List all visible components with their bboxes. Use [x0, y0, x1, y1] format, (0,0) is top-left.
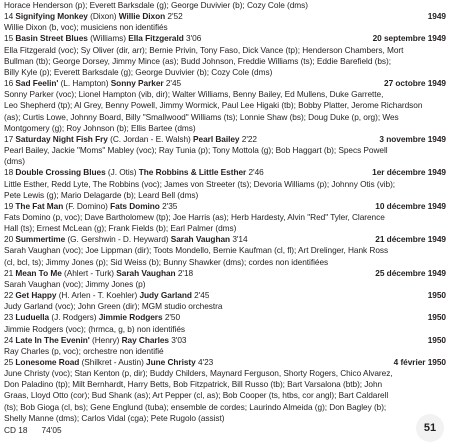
track-title-line: [4, 268, 193, 279]
track-duration: 2'52: [167, 11, 183, 22]
personnel-line: (dms): [4, 156, 25, 167]
track-title: Sad Feelin': [15, 78, 59, 89]
track-duration: 2'45: [165, 78, 182, 89]
track-title-line: [4, 167, 264, 178]
track-title-line: [4, 11, 183, 22]
track-artist: Ray Charles: [121, 334, 169, 345]
personnel-line: Ray Charles (p, voc); orchestre non identifié: [4, 345, 164, 356]
track-duration: 3'14: [232, 234, 248, 245]
track-header: [4, 134, 446, 145]
track-artist: Sarah Vaughan: [170, 234, 231, 245]
track-header: [4, 312, 446, 323]
track-header: [4, 268, 446, 279]
track-date: 4 février 1950: [393, 357, 446, 367]
track-number: 14: [4, 11, 14, 22]
track-number: 23: [4, 312, 14, 323]
track-title: Mean To Me: [15, 267, 62, 278]
track-artist: Judy Garland: [139, 290, 192, 301]
personnel-line: Sarah Vaughan (voc); Jimmy Jones (p): [4, 278, 146, 289]
personnel-line: Ella Fitzgerald (voc); Sy Oliver (dir, arr); Bernie Privin, Tony Faso, Dick Vance (tp); Henderson Chambers, Mort: [4, 44, 404, 55]
track-number: 25: [4, 357, 14, 367]
track-header: [4, 357, 446, 368]
track-date: 1949: [427, 11, 446, 22]
track-title: Late In The Evenin': [15, 334, 90, 345]
personnel-line: Sarah Vaughan (voc); Joe Lippman (dir); Toots Mondello, Bernie Kaufman (cl, fl); Art Drelinger, Hank Ross: [4, 245, 389, 256]
personnel-line: Bullman (tb); George Dorsey, Jimmy Mince (as); Budd Johnson, Freddie Williams (ts); Eddie Barefield (bs);: [4, 55, 391, 66]
personnel-line: Leo Shepherd (tp); Al Grey, Benny Powell, Jimmy Wormick, Paul Lee Higaki (tb); Bobby Platter, Jerome Richardson: [4, 100, 423, 111]
track-title: Signifying Monkey: [15, 11, 88, 22]
personnel-line: Fats Domino (p, voc); Dave Bartholomew (tp); Joe Harris (as); Herb Hardesty, Alvin "Red" Tyler, Clarence: [4, 211, 385, 222]
track-composer: (L. Hampton): [60, 78, 109, 89]
track-title-line: [4, 335, 187, 346]
personnel-line: Billy Kyle (p); Everett Barksdale (g); George Duvivier (b); Cozy Cole (dms): [4, 66, 273, 77]
track-title-line: [4, 78, 181, 89]
track-duration: 4'23: [197, 357, 214, 367]
track-number: 22: [4, 290, 14, 301]
personnel-line: Graas, Lloyd Otto (cor); Bud Shank (as); Art Pepper (cl, as); Bob Cooper (ts, htbs, cor angl); Bart Caldarell: [4, 390, 389, 401]
personnel-line: Horace Henderson (p); Everett Barksdale (g); George Duvivier (b); Cozy Cole (dms): [4, 0, 308, 10]
track-date: 3 novembre 1949: [379, 133, 446, 144]
track-number: 16: [4, 78, 14, 89]
track-header: [4, 167, 446, 178]
track-title-line: [4, 33, 201, 44]
track-composer: (Williams): [90, 33, 126, 44]
track-artist: Willie Dixon: [118, 11, 166, 22]
track-composer: (F. Domino): [65, 200, 108, 211]
track-composer: (Henry): [92, 334, 120, 345]
track-duration: 2'45: [194, 290, 210, 301]
track-number: 21: [4, 267, 14, 278]
track-date: 21 décembre 1949: [375, 234, 446, 245]
personnel-line: June Christy (voc); Stan Kenton (p, dir); Buddy Childers, Maynard Ferguson, Shorty Rogers, Chico Alvarez,: [4, 368, 393, 379]
cd-footer: [4, 425, 62, 435]
track-number: 18: [4, 167, 14, 178]
personnel-line: Sonny Parker (voc); Lionel Hampton (vib, dir); Walter Williams, Benny Bailey, Ed Mullens, Duke Garrette,: [4, 89, 384, 100]
personnel-line: Pearl Bailey, Jackie "Moms" Mabley (voc); Ray Tunia (p); Tony Mottola (g); Bob Haggart (b); Specs Powell: [4, 145, 388, 156]
track-title-line: [4, 312, 180, 323]
track-title: Summertime: [15, 234, 66, 245]
track-composer: (H. Arlen - T. Koehler): [58, 290, 138, 301]
track-artist: The Robbins & Little Esther: [138, 167, 247, 178]
track-date: 1950: [427, 334, 446, 345]
track-duration: 2'35: [162, 200, 178, 211]
track-composer: (J. Otis): [107, 167, 137, 178]
track-header: [4, 290, 446, 301]
track-title: Saturday Night Fish Fry: [15, 133, 108, 144]
track-header: [4, 78, 446, 89]
track-composer: (Shilkret - Austin): [81, 357, 144, 367]
track-artist: Fats Domino: [110, 200, 160, 211]
track-artist: Sarah Vaughan: [116, 267, 176, 278]
track-number: 24: [4, 334, 14, 345]
track-date: 27 octobre 1949: [384, 78, 446, 89]
track-artist: June Christy: [146, 357, 196, 367]
track-title: Luduella: [15, 312, 50, 323]
track-duration: 2'50: [164, 312, 181, 323]
track-duration: 2'46: [248, 167, 264, 178]
personnel-line: Shelly Manne (dms); Carlos Vidal (cga); Pete Rugolo (assist): [4, 412, 225, 423]
track-title: Lonesome Road: [15, 357, 80, 367]
personnel-line: (cl, bcl, ts); Jimmy Jones (p); Sid Weiss (b); Bunny Shawker (dms); cordes non identifiées: [4, 256, 329, 267]
track-composer: (C. Jordan - E. Walsh): [110, 133, 191, 144]
personnel-line: Willie Dixon (b, voc); musiciens non identifiés: [4, 22, 168, 33]
track-duration: 3'03: [171, 334, 187, 345]
track-header: [4, 33, 446, 44]
track-composer: (J. Rodgers): [51, 312, 97, 323]
personnel-line: Don Paladino (tp); Milt Bernhardt, Harry Betts, Bob Fitzpatrick, Bill Russo (tb); Bart Varsalona (btb); John: [4, 379, 383, 390]
track-title-line: [4, 134, 257, 145]
track-header: [4, 201, 446, 212]
track-composer: (Ahlert - Turk): [64, 267, 115, 278]
personnel-line: (ts); Bob Gioga (cl, bs); Gene Englund (tuba); ensemble de cordes; Laurindo Almeida (g); Don Bagley (b);: [4, 401, 387, 412]
personnel-line: Little Esther, Redd Lyte, The Robbins (voc); James von Streeter (ts); Devoria Williams (p); Johnny Otis (vib);: [4, 178, 396, 189]
personnel-line: Judy Garland (voc); John Green (dir); MGM studio orchestra: [4, 301, 223, 312]
tracklist: [4, 0, 446, 424]
track-header: [4, 335, 446, 346]
track-artist: Ella Fitzgerald: [128, 33, 184, 44]
track-date: 25 décembre 1949: [375, 267, 446, 278]
track-number: 15: [4, 33, 14, 44]
track-artist: Pearl Bailey: [193, 133, 240, 144]
cd-number: CD 18: [4, 425, 28, 435]
track-title: Basin Street Blues: [15, 33, 88, 44]
track-date: 1er décembre 1949: [372, 167, 446, 178]
track-date: 10 décembre 1949: [375, 200, 446, 211]
track-header: [4, 234, 446, 245]
track-title-line: [4, 201, 177, 212]
track-artist: Sonny Parker: [110, 78, 164, 89]
track-duration: 3'06: [186, 33, 202, 44]
track-number: 20: [4, 234, 14, 245]
cd-total-time: 74'05: [41, 425, 62, 435]
personnel-line: Hall (ts); Ernest McLean (g); Frank Fields (b); Earl Palmer (dms): [4, 223, 237, 234]
track-artist: Jimmie Rodgers: [98, 312, 163, 323]
track-composer: (G. Gershwin - D. Heyward): [67, 234, 169, 245]
track-title-line: [4, 357, 213, 368]
track-duration: 2'18: [177, 267, 194, 278]
personnel-line: Montgomery (g); Roy Johnson (b); Ellis Bartee (dms): [4, 122, 196, 133]
track-title: Double Crossing Blues: [15, 167, 106, 178]
track-title-line: [4, 234, 248, 245]
track-date: 1950: [427, 312, 446, 323]
track-title: The Fat Man: [15, 200, 64, 211]
track-title-line: [4, 290, 209, 301]
page-number: 51: [416, 414, 444, 442]
track-header: [4, 11, 446, 22]
personnel-line: Jimmie Rodgers (voc); (hrmca, g, b) non identifiés: [4, 323, 186, 334]
personnel-line: (as); Curtis Lowe, Johnny Board, Billy "Smallwood" Williams (ts); Lonnie Shaw (bs); Doug Duke (p, org); Wes: [4, 111, 399, 122]
track-number: 19: [4, 200, 14, 211]
personnel-line: Pete Lewis (g); Mario Delagarde (b); Leard Bell (dms): [4, 189, 199, 200]
track-date: 1950: [427, 290, 446, 301]
track-number: 17: [4, 133, 14, 144]
track-date: 20 septembre 1949: [372, 33, 446, 44]
track-composer: (Dixon): [90, 11, 117, 22]
track-title: Get Happy: [15, 290, 57, 301]
track-duration: 2'22: [241, 133, 257, 144]
